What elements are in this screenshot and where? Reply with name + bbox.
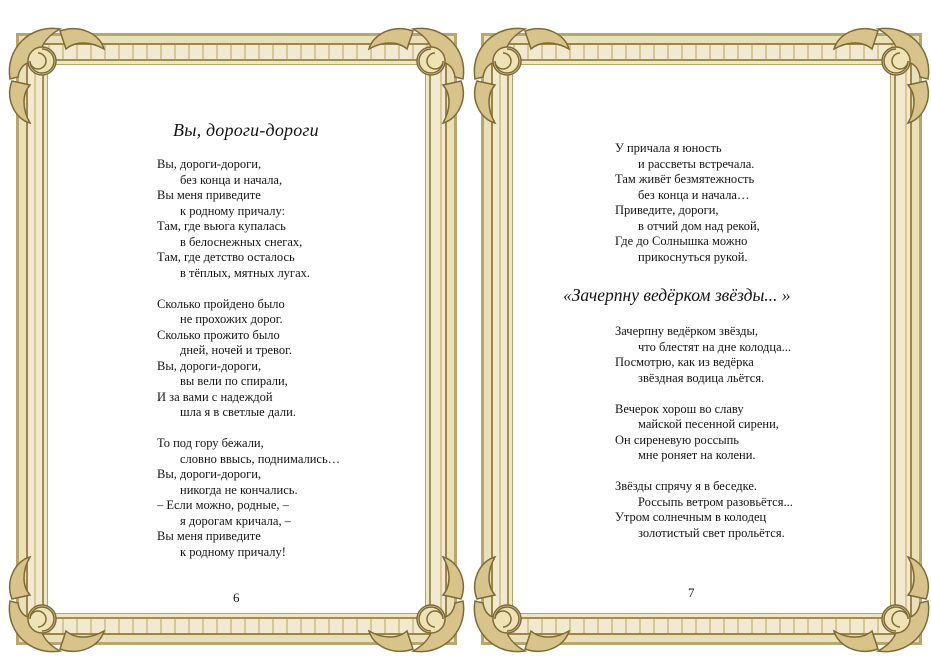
poem-line: Звёзды спрячу я в беседке. [615, 479, 758, 493]
poem-line: Вы, дороги-дороги, [157, 157, 262, 171]
acanthus-corner-icon [363, 19, 473, 129]
poem-line: Там, где детство осталось [157, 250, 295, 264]
right-page [465, 0, 931, 672]
poem-line: дней, ночей и тревог. [180, 343, 292, 357]
poem-line: Там, где вьюга купалась [157, 219, 286, 233]
poem-line: что блестят на дне колодца... [638, 339, 791, 354]
poem-line: Вы, дороги-дороги, [157, 358, 262, 373]
poem-line: не прохожих дорог. [180, 312, 283, 326]
poem-line: – Если можно, родные, – [157, 498, 289, 512]
poem-text-area [157, 120, 397, 560]
poem-line: Зачерпну ведёрком звёзды, [615, 324, 758, 338]
poem-line: никогда не кончались. [180, 482, 298, 497]
poem-line: майской песенной сирени, [638, 417, 779, 431]
poem-line: Вы меня приведите [157, 188, 261, 202]
poem-line: Утром солнечным в колодец [615, 510, 767, 524]
poem-line: в отчий дом над рекой, [638, 218, 760, 233]
poem-line: Сколько пройдено было [157, 296, 285, 311]
acanthus-corner-icon [0, 551, 110, 661]
poem-line: Вы, дороги-дороги, [157, 467, 262, 481]
poem-line: золотистый свет прольётся. [638, 525, 785, 540]
poem-line: Там живёт безмятежность [615, 172, 755, 186]
page-number: 6 [233, 590, 240, 605]
poem-body [615, 324, 875, 541]
poem-line: мне роняет на колени. [638, 448, 756, 462]
poem-text-area [563, 141, 875, 541]
poem-line: Россыпь ветром разовьётся... [638, 494, 793, 509]
poem-line: звёздная водица льётся. [638, 370, 765, 385]
poem-line: Где до Солнышка можно [615, 234, 748, 248]
poem-line: шла я в светлые дали. [180, 405, 296, 419]
poem-line: к родному причалу: [180, 203, 286, 218]
stanza-gap [157, 281, 397, 297]
poem-line: вы вели по спирали, [180, 374, 288, 388]
stanza-gap [615, 386, 875, 402]
acanthus-corner-icon [363, 551, 473, 661]
poem-line: и рассветы встречала. [638, 156, 755, 171]
poem-line: в белоснежных снегах, [180, 234, 303, 249]
poem-line: в тёплых, мятных лугах. [180, 265, 310, 280]
stanza-gap [615, 464, 875, 480]
poem-line: Вы меня приведите [157, 529, 261, 543]
poem-line: Вечерок хорош во славу [615, 401, 744, 416]
poem-line: словно ввысь, поднимались… [180, 451, 341, 466]
acanthus-corner-icon [828, 551, 931, 661]
poem-line: У причала я юность [615, 141, 722, 155]
poem-line: к родному причалу! [180, 544, 286, 559]
poem-body [157, 157, 397, 560]
poem-line: без конца и начала… [638, 187, 750, 202]
stanza-gap [157, 421, 397, 437]
acanthus-corner-icon [0, 19, 110, 129]
poem-line: То под гору бежали, [157, 436, 264, 450]
poem-line: Сколько прожито было [157, 327, 280, 342]
page-number: 7 [688, 585, 695, 600]
poem-title: Вы, дороги-дороги [173, 120, 319, 140]
acanthus-corner-icon [465, 551, 575, 661]
poem-line: прикоснуться рукой. [638, 249, 748, 264]
poem-line: Он сиреневую россыпь [615, 432, 739, 447]
acanthus-corner-icon [828, 19, 931, 129]
acanthus-corner-icon [465, 19, 575, 129]
poem-line: И за вами с надеждой [157, 389, 273, 404]
poem-line: без конца и начала, [180, 172, 283, 187]
poem-title: «Зачерпну ведёрком звёзды... » [563, 285, 791, 305]
poem-continuation [615, 141, 875, 265]
poem-line: Приведите, дороги, [615, 203, 719, 217]
poem-line: Посмотрю, как из ведёрка [615, 355, 754, 369]
poem-line: я дорогам кричала, – [180, 513, 291, 528]
